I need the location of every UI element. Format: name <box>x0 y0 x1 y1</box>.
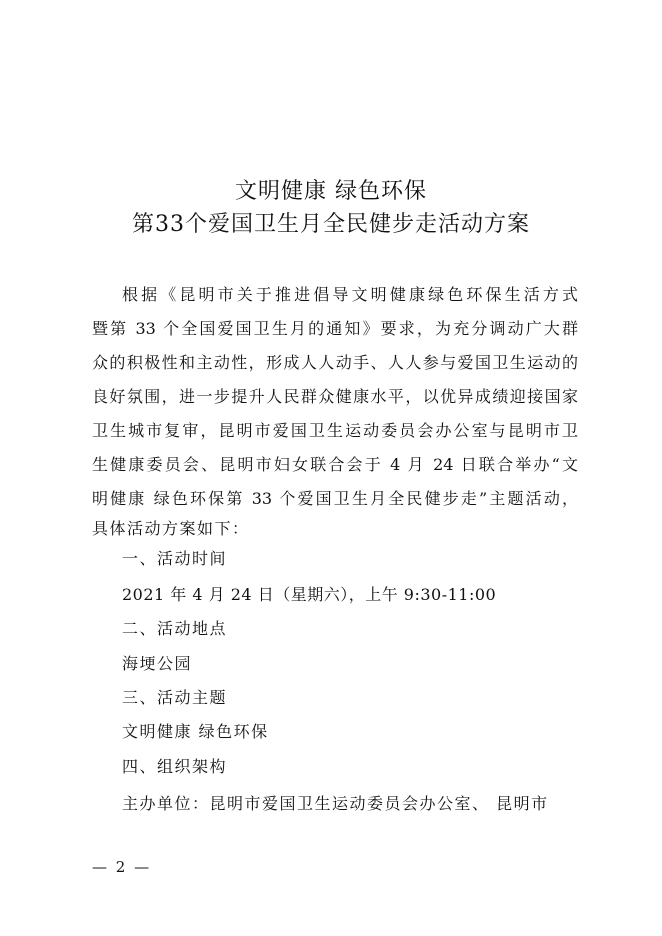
intro-line: 众的积极性和主动性，形成人人动手、人人参与爱国卫生运动的 <box>92 353 578 372</box>
section-content: 海埂公园 <box>122 654 193 673</box>
section-content: 主办单位：昆明市爱国卫生运动委员会办公室、 昆明市 <box>122 794 549 813</box>
section-heading: 二、活动地点 <box>122 619 228 638</box>
intro-line: 具体活动方案如下： <box>92 519 250 538</box>
intro-line: 卫生城市复审，昆明市爱国卫生运动委员会办公室与昆明市卫 <box>92 421 578 440</box>
section-heading: 四、组织架构 <box>122 757 228 776</box>
intro-line: 生健康委员会、昆明市妇女联合会于 4 月 24 日联合举办“文 <box>92 455 578 474</box>
document-title-line-2: 第33个爱国卫生月全民健步走活动方案 <box>132 212 530 237</box>
section-content: 文明健康 绿色环保 <box>122 722 269 741</box>
intro-line: 良好氛围，进一步提升人民群众健康水平，以优异成绩迎接国家 <box>92 387 578 406</box>
section-heading: 三、活动主题 <box>122 688 228 707</box>
intro-line: 明健康 绿色环保第 33 个爱国卫生月全民健步走”主题活动， <box>92 489 578 508</box>
intro-line: 根据《昆明市关于推进倡导文明健康绿色环保生活方式 <box>122 285 578 304</box>
intro-line: 暨第 33 个全国爱国卫生月的通知》要求，为充分调动广大群 <box>92 319 578 338</box>
document-title-line-1: 文明健康 绿色环保 <box>235 179 427 204</box>
page-number: — 2 — <box>92 858 152 876</box>
section-content: 2021 年 4 月 24 日（星期六），上午 9:30-11:00 <box>122 585 497 604</box>
section-heading: 一、活动时间 <box>122 549 228 568</box>
